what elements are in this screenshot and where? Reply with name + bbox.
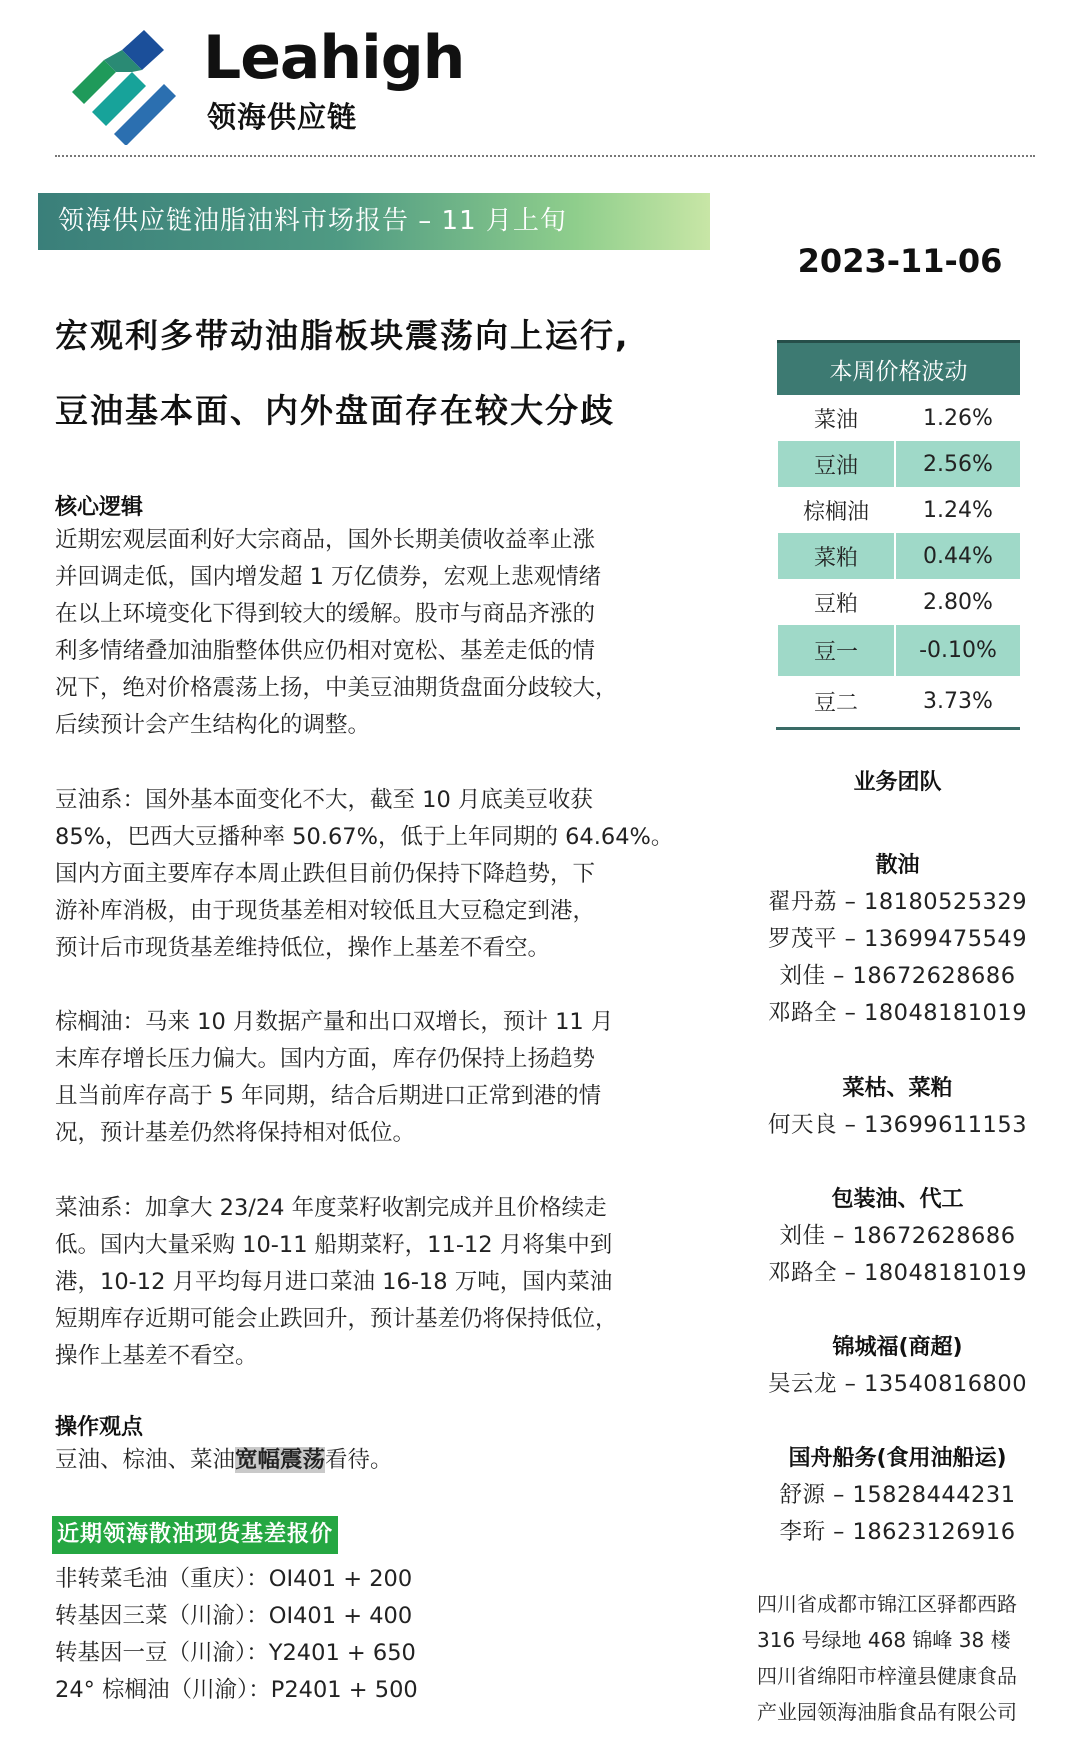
contact-entry: 何天良 – 13699611153 [767,1112,1028,1138]
palm-oil-line: 况，预计基差仍然将保持相对低位。 [55,1120,416,1146]
report-date: 2023-11-06 [797,242,1003,280]
report-banner: 领海供应链油脂油料市场报告 – 11 月上旬 [38,193,710,250]
ops-paragraph [55,1442,670,1479]
ops-highlight: 宽幅震荡 [235,1447,326,1473]
quote-item: 转基因三菜（川渝）：OI401 + 400 [55,1603,413,1629]
price-change-value: 2.56% [895,441,1020,487]
headline-line-2: 豆油基本面、内外盘面存在较大分歧 [55,391,615,430]
rapeseed-oil-line: 菜油系：加拿大 23/24 年度菜籽收割完成并且价格续走 [55,1195,607,1221]
table-row [777,579,1020,625]
price-change-value: 0.44% [895,533,1020,579]
commodity-name: 棕榈油 [777,487,895,533]
contact-entry: 罗茂平 – 13699475549 [767,926,1028,952]
palm-oil-paragraph [55,1004,670,1152]
rapeseed-oil-line: 操作上基差不看空。 [55,1343,258,1369]
address-line: 四川省成都市锦江区驿都西路 [757,1592,1017,1616]
leahigh-logo-mark [64,30,184,145]
ops-suffix: 看待。 [325,1447,393,1473]
table-row [777,533,1020,579]
core-logic-paragraph [55,522,670,744]
contact-entry: 邓路全 – 18048181019 [767,1000,1028,1026]
brand-name-en: Leahigh [203,23,465,93]
price-table-title: 本周价格波动 [777,342,1020,396]
team-group-name: 散油 [875,853,920,878]
price-change-value: 2.80% [895,579,1020,625]
price-change-value: -0.10% [895,625,1020,676]
table-row [777,676,1020,729]
contact-entry: 刘佳 – 18672628686 [779,963,1016,989]
soy-oil-line: 国内方面主要库存本周止跌但目前仍保持下降趋势，下 [55,861,596,887]
address-line: 316 号绿地 468 锦峰 38 楼 [757,1628,1011,1652]
soy-oil-line: 游补库消极，由于现货基差相对较低且大豆稳定到港， [55,898,596,924]
price-change-value: 3.73% [895,676,1020,729]
commodity-name: 豆油 [777,441,895,487]
price-change-value: 1.24% [895,487,1020,533]
palm-oil-line: 且当前库存高于 5 年同期，结合后期进口正常到港的情 [55,1083,602,1109]
rapeseed-oil-line: 港，10-12 月平均每月进口菜油 16-18 万吨，国内菜油 [55,1269,613,1295]
price-change-table [776,340,1020,730]
company-address [757,1586,1057,1730]
rapeseed-oil-line: 短期库存近期可能会止跌回升，预计基差仍将保持低位， [55,1306,618,1332]
core-logic-line: 后续预计会产生结构化的调整。 [55,712,371,738]
core-logic-title: 核心逻辑 [55,495,144,520]
rapeseed-oil-line: 低。国内大量采购 10-11 船期菜籽，11-12 月将集中到 [55,1232,613,1258]
contact-entry: 李珩 – 18623126916 [779,1519,1016,1545]
quote-item: 24° 棕榈油（川渝）：P2401 + 500 [55,1677,418,1703]
core-logic-line: 近期宏观层面利好大宗商品，国外长期美债收益率止涨 [55,527,596,553]
price-change-value: 1.26% [895,395,1020,441]
palm-oil-line: 末库存增长压力偏大。国内方面，库存仍保持上扬趋势 [55,1046,596,1072]
soy-oil-line: 85%，巴西大豆播种率 50.67%，低于上年同期的 64.64%。 [55,824,674,850]
core-logic-line: 利多情绪叠加油脂整体供应仍相对宽松、基差走低的情 [55,638,596,664]
contact-entry: 舒源 – 15828444231 [779,1482,1016,1508]
team-group-name: 包装油、代工 [831,1187,964,1212]
soy-oil-line: 豆油系：国外基本面变化不大，截至 10 月底美豆收获 [55,787,593,813]
contact-entry: 吴云龙 – 13540816800 [767,1371,1028,1397]
ops-title: 操作观点 [55,1415,144,1440]
address-line: 产业园领海油脂食品有限公司 [757,1700,1017,1724]
rapeseed-oil-paragraph [55,1190,670,1375]
team-group-name: 锦城福(商超) [832,1335,963,1360]
address-line: 四川省绵阳市梓潼县健康食品 [757,1664,1017,1688]
commodity-name: 菜油 [777,395,895,441]
team-group-name: 菜枯、菜粕 [842,1076,953,1101]
soy-oil-line: 预计后市现货基差维持低位，操作上基差不看空。 [55,935,551,961]
ops-prefix: 豆油、棕油、菜油 [55,1447,236,1473]
header-divider [55,155,1035,157]
team-title: 业务团队 [853,770,942,795]
table-row [777,395,1020,441]
commodity-name: 豆一 [777,625,895,676]
table-row [777,625,1020,676]
commodity-name: 豆二 [777,676,895,729]
headline-line-1: 宏观利多带动油脂板块震荡向上运行, [55,316,630,355]
table-row [777,441,1020,487]
quote-item: 转基因一豆（川渝）：Y2401 + 650 [55,1640,416,1666]
quote-item: 非转菜毛油（重庆）：OI401 + 200 [55,1566,413,1592]
contact-entry: 邓路全 – 18048181019 [767,1260,1028,1286]
core-logic-line: 并回调走低，国内增发超 1 万亿债券，宏观上悲观情绪 [55,564,602,590]
core-logic-line: 在以上环境变化下得到较大的缓解。股市与商品齐涨的 [55,601,596,627]
commodity-name: 豆粕 [777,579,895,625]
table-row [777,487,1020,533]
soy-oil-paragraph [55,782,674,967]
contact-entry: 翟丹荔 – 18180525329 [767,889,1028,915]
brand-name-cn: 领海供应链 [207,100,358,134]
palm-oil-line: 棕榈油：马来 10 月数据产量和出口双增长，预计 11 月 [55,1009,614,1035]
team-group-name: 国舟船务(食用油船运) [788,1446,1007,1471]
core-logic-line: 况下，绝对价格震荡上扬，中美豆油期货盘面分歧较大， [55,675,618,701]
quotes-title-tag: 近期领海散油现货基差报价 [52,1516,338,1554]
contact-entry: 刘佳 – 18672628686 [779,1223,1016,1249]
commodity-name: 菜粕 [777,533,895,579]
